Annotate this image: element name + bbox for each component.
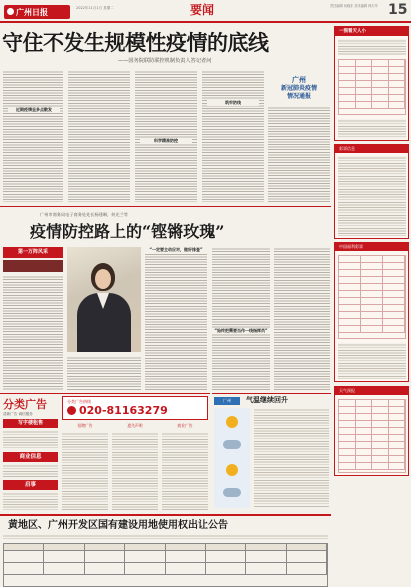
infographic-header: 一图看天人小 — [335, 27, 408, 36]
section-title: 要闻 — [190, 3, 215, 17]
business-category: 商业信息 — [3, 452, 58, 462]
ad-listings-col-3 — [162, 432, 208, 510]
weather-forecast-header: 天气预报 — [335, 387, 408, 395]
pull-quote-2: “始终把需要当作一线指挥员” — [212, 328, 270, 334]
newspaper-logo — [4, 5, 70, 19]
feature-photo-label: 第一万阵风采 — [3, 247, 63, 258]
service-tags: 招聘广告 遗失声明 商业广告 — [77, 423, 193, 428]
feature-column-4 — [274, 247, 330, 390]
masthead-rule — [0, 21, 411, 23]
land-notice-title: 黄地区、广州开发区国有建设用地使用权出让公告 — [8, 520, 228, 531]
bulletin-column — [268, 70, 330, 202]
infographic-table — [338, 59, 406, 115]
pull-quote-1: “一定要主动应对，做好排查” — [145, 247, 207, 253]
article-column-3 — [135, 70, 197, 202]
page-number: 15 — [388, 2, 408, 18]
feature-subphoto — [3, 260, 63, 272]
masthead — [0, 0, 411, 24]
welfare-lottery-header: 中国福利彩票 — [335, 243, 408, 251]
ad-listings-col-1 — [62, 432, 108, 510]
classified-title: 分类广告 — [3, 398, 47, 411]
person-face — [95, 269, 111, 289]
hotline-label: 分类广告热线 — [67, 399, 91, 404]
feature-deck: 广州市商务局电子商务处处长杨建琳，何光兰等 — [40, 212, 128, 217]
lottery-header: 彩票信息 — [335, 145, 408, 153]
land-parcel-table — [3, 543, 328, 587]
feature-headline: 疫情防控路上的“铿锵玫瑰” — [30, 222, 225, 241]
land-notice — [0, 514, 331, 587]
article-column-2 — [68, 70, 130, 202]
infographic-box — [334, 26, 409, 141]
feature-photo — [67, 247, 141, 352]
logo-emblem-icon — [7, 8, 14, 15]
feature-column-3 — [212, 247, 270, 390]
land-notice-intro — [3, 534, 328, 541]
feature-column-2 — [145, 247, 207, 390]
infographic-text — [338, 39, 406, 55]
section-head-2: 科学精准防控 — [140, 138, 192, 144]
welfare-lottery-box — [334, 242, 409, 382]
lottery-box — [334, 144, 409, 239]
hotline-number: 020-81163279 — [79, 404, 168, 417]
weather-panel — [212, 393, 331, 511]
main-headline: 守住不发生规模性疫情的底线 — [2, 30, 269, 55]
feature-photo-caption-text — [67, 356, 141, 390]
right-column — [334, 26, 409, 586]
weather-title: 气温继续回升 — [246, 396, 288, 404]
bulletin-body — [268, 106, 330, 202]
section-head-3: 筑牢防线 — [207, 100, 259, 106]
classified-subtitle: 清新广告 诚信服务 — [3, 412, 33, 416]
section-head-1: 近期疫情呈多点散发 — [8, 107, 60, 113]
article-column-1 — [3, 70, 63, 202]
weather-text — [254, 408, 329, 508]
main-subhead: ——国务院联防联控机制负责人答记者问 — [118, 58, 212, 64]
office-category: 写字楼租售 — [3, 419, 58, 428]
notice-category: 启事 — [3, 480, 58, 490]
office-listings — [3, 430, 58, 450]
feature-divider — [0, 206, 331, 207]
cloud-icon-2 — [223, 488, 241, 497]
bulletin-title: 广州 新冠肺炎疫情 情况通报 — [280, 76, 317, 100]
infographic-notes — [338, 119, 406, 139]
article-column-4 — [202, 70, 264, 202]
feature-left-column — [3, 275, 63, 390]
classified-section — [0, 393, 210, 511]
welfare-lottery-notes — [338, 343, 406, 379]
weather-icons-strip — [214, 408, 250, 508]
editor-credits: 责任编辑 何晓东 美术编辑 林天华 — [330, 4, 378, 8]
hotline-box — [62, 396, 208, 420]
sun-icon-2 — [226, 464, 238, 476]
weather-forecast-box — [334, 386, 409, 476]
business-listings — [3, 464, 58, 478]
weather-city-table — [338, 399, 406, 473]
issue-date: 2022年11月1日 星期二 — [76, 6, 114, 10]
phone-icon — [67, 406, 76, 415]
lottery-results-table — [338, 255, 406, 339]
sun-icon — [226, 416, 238, 428]
logo-text: 广州日报 — [16, 7, 48, 17]
weather-city-tag: 广州 — [214, 397, 240, 405]
cloud-icon — [223, 440, 241, 449]
ad-listings-col-2 — [112, 432, 158, 510]
lottery-text — [338, 156, 406, 236]
notice-listings — [3, 492, 58, 510]
